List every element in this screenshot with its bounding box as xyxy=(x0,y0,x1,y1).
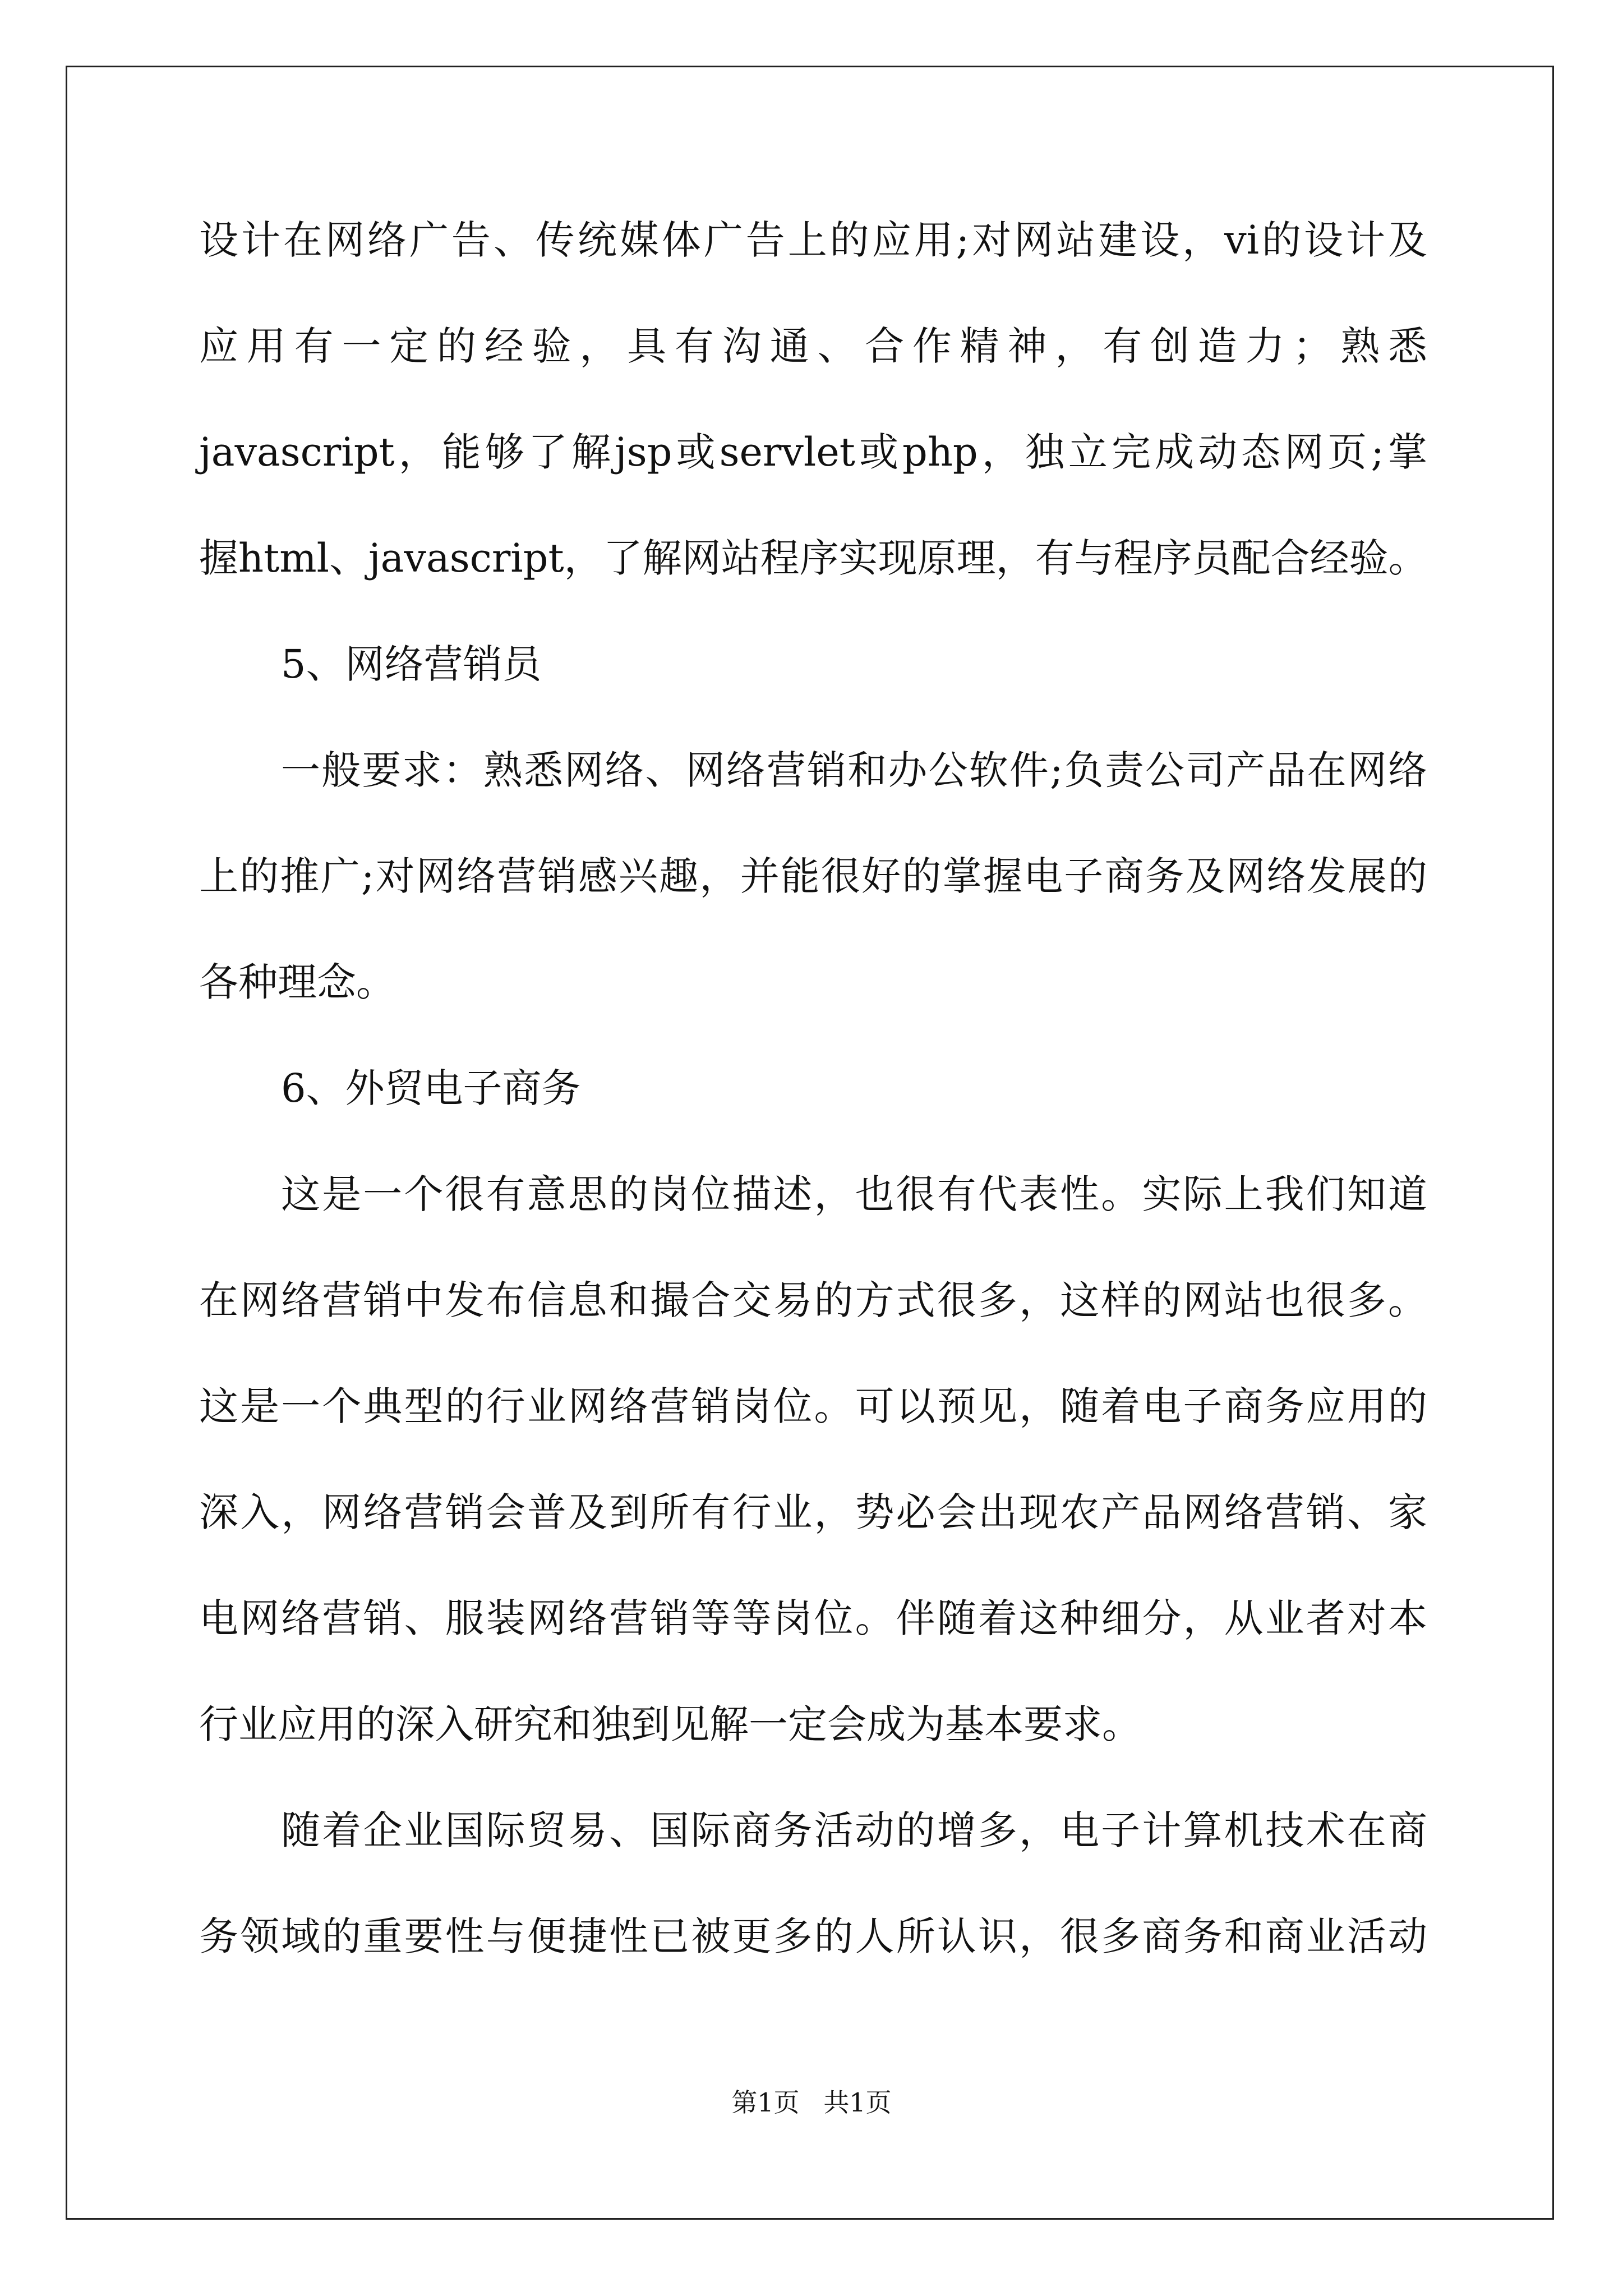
text-line: 随着企业国际贸易、国际商务活动的增多，电子计算机技术在商 xyxy=(281,1807,1427,1853)
page-total: 共1页 xyxy=(823,2087,892,2118)
text-line: 务领域的重要性与便捷性已被更多的人所认识，很多商务和商业活动 xyxy=(199,1913,1427,1959)
text-line: 一般要求：熟悉网络、网络营销和办公软件;负责公司产品在网络 xyxy=(281,747,1427,793)
text-line: 深入，网络营销会普及到所有行业，势必会出现农产品网络营销、家 xyxy=(199,1489,1427,1535)
text-line: 电网络营销、服装网络营销等等岗位。伴随着这种细分，从业者对本 xyxy=(199,1595,1427,1641)
text-line: javascript，能够了解jsp或servlet或php，独立完成动态网页;掌 xyxy=(199,429,1427,475)
text-line: 各种理念。 xyxy=(199,959,395,1005)
text-line: 在网络营销中发布信息和撮合交易的方式很多，这样的网站也很多。 xyxy=(199,1277,1427,1323)
section-heading: 5、网络营销员 xyxy=(281,641,542,687)
text-line: 行业应用的深入研究和独到见解一定会成为基本要求。 xyxy=(199,1701,1141,1747)
text-line: 握html、javascript，了解网站程序实现原理，有与程序员配合经验。 xyxy=(199,535,1428,581)
page-number: 第1页 xyxy=(731,2087,800,2118)
page-border xyxy=(66,66,1554,2220)
text-line: 上的推广;对网络营销感兴趣，并能很好的掌握电子商务及网络发展的 xyxy=(199,853,1427,899)
page-footer xyxy=(0,2086,1623,2119)
text-line: 这是一个很有意思的岗位描述，也很有代表性。实际上我们知道 xyxy=(281,1171,1427,1217)
section-heading: 6、外贸电子商务 xyxy=(281,1065,581,1111)
text-line: 应用有一定的经验，具有沟通、合作精神，有创造力；熟悉 xyxy=(199,323,1427,369)
text-line: 这是一个典型的行业网络营销岗位。可以预见，随着电子商务应用的 xyxy=(199,1383,1427,1429)
text-line: 设计在网络广告、传统媒体广告上的应用;对网站建设，vi的设计及 xyxy=(199,217,1427,263)
